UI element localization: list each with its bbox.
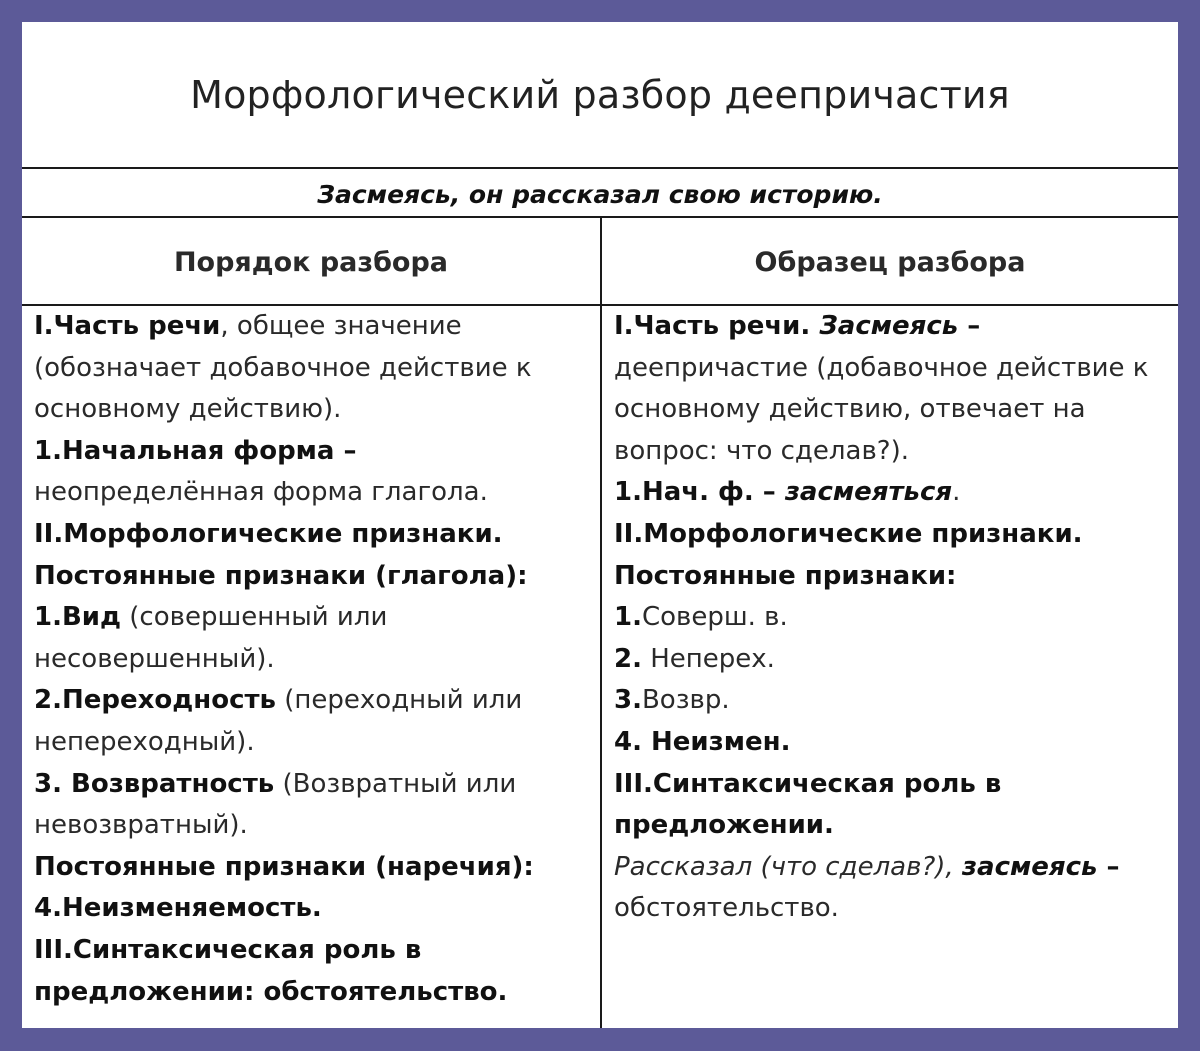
term-text: (совершенный или — [121, 602, 388, 633]
list-item — [614, 597, 1174, 639]
list-item — [34, 680, 594, 722]
term-label: I.Часть речи — [34, 311, 221, 341]
section-heading: Постоянные признаки (глагола): — [34, 560, 528, 591]
list-item — [34, 431, 594, 473]
term-label: 3. Возвратность — [34, 768, 275, 799]
list-item: основному действию, отвечает на — [614, 394, 1086, 425]
example-text: Рассказал (что сделав?), — [614, 851, 962, 882]
term-text: – — [1097, 851, 1120, 882]
term-text: (Возвратный или — [274, 768, 517, 799]
section-heading: III.Синтаксическая роль в — [614, 768, 1002, 799]
example-sentence: Засмеясь, он рассказал свою историю. — [317, 179, 883, 209]
term-label: 2. — [614, 643, 642, 674]
left-column-body — [34, 306, 594, 1013]
section-heading: II.Морфологические признаки. — [614, 518, 1083, 549]
list-item: (обозначает добавочное действие к — [34, 352, 532, 383]
list-item: неопределённая форма глагола. — [34, 477, 488, 508]
list-item: обстоятельство. — [614, 893, 839, 924]
section-heading: II.Морфологические признаки. — [34, 518, 503, 549]
list-item — [614, 306, 1174, 348]
divider — [22, 167, 1178, 169]
section-heading: предложении. — [614, 810, 834, 841]
term-label: I.Часть речи. — [614, 311, 820, 341]
section-heading: Постоянные признаки (наречия): — [34, 851, 534, 882]
right-column-body — [614, 306, 1174, 930]
term-text: , общее значение — [220, 311, 462, 341]
example-word: Засмеясь — [819, 311, 959, 341]
list-item: основному действию). — [34, 394, 342, 425]
term-label: 3. — [614, 685, 642, 716]
term-label: 1.Вид — [34, 602, 122, 633]
list-item — [614, 639, 1174, 681]
left-column-header: Порядок разбора — [173, 246, 449, 278]
example-word: засмеясь — [961, 851, 1098, 882]
section-heading: Постоянные признаки: — [614, 560, 957, 591]
term-text: – — [334, 435, 357, 466]
list-item — [614, 847, 1174, 889]
term-label: 1. — [614, 602, 642, 633]
list-item: предложении: обстоятельство. — [34, 976, 508, 1007]
list-item — [614, 680, 1174, 722]
list-item: несовершенный). — [34, 643, 275, 674]
table-sheet — [22, 22, 1178, 1028]
list-item: деепричастие (добавочное действие к — [614, 352, 1149, 383]
term-text: (переходный или — [276, 685, 523, 716]
list-item — [34, 597, 594, 639]
page-title: Морфологический разбор деепричастия — [190, 72, 1010, 117]
term-text: . — [952, 477, 961, 508]
list-item: 4.Неизменяемость. — [34, 893, 322, 924]
example-word: засмеяться — [784, 477, 953, 508]
term-text: Возвр. — [641, 685, 730, 716]
term-label: 2.Переходность — [34, 685, 276, 716]
list-item — [34, 764, 594, 806]
column-divider — [600, 217, 602, 1028]
term-text: Неперех. — [641, 643, 775, 674]
right-column-header: Образец разбора — [754, 246, 1026, 278]
term-text: – — [958, 311, 981, 341]
list-item — [614, 472, 1174, 514]
term-label: 1.Начальная форма — [34, 435, 335, 466]
list-item — [34, 306, 594, 348]
list-item: невозвратный). — [34, 810, 248, 841]
term-text: Соверш. в. — [641, 602, 788, 633]
list-item: 4. Неизмен. — [614, 726, 791, 757]
term-label: 1.Нач. ф. – — [614, 477, 785, 508]
section-heading: III.Синтаксическая роль в — [34, 934, 422, 965]
list-item: непереходный). — [34, 726, 255, 757]
list-item: вопрос: что сделав?). — [614, 435, 909, 466]
